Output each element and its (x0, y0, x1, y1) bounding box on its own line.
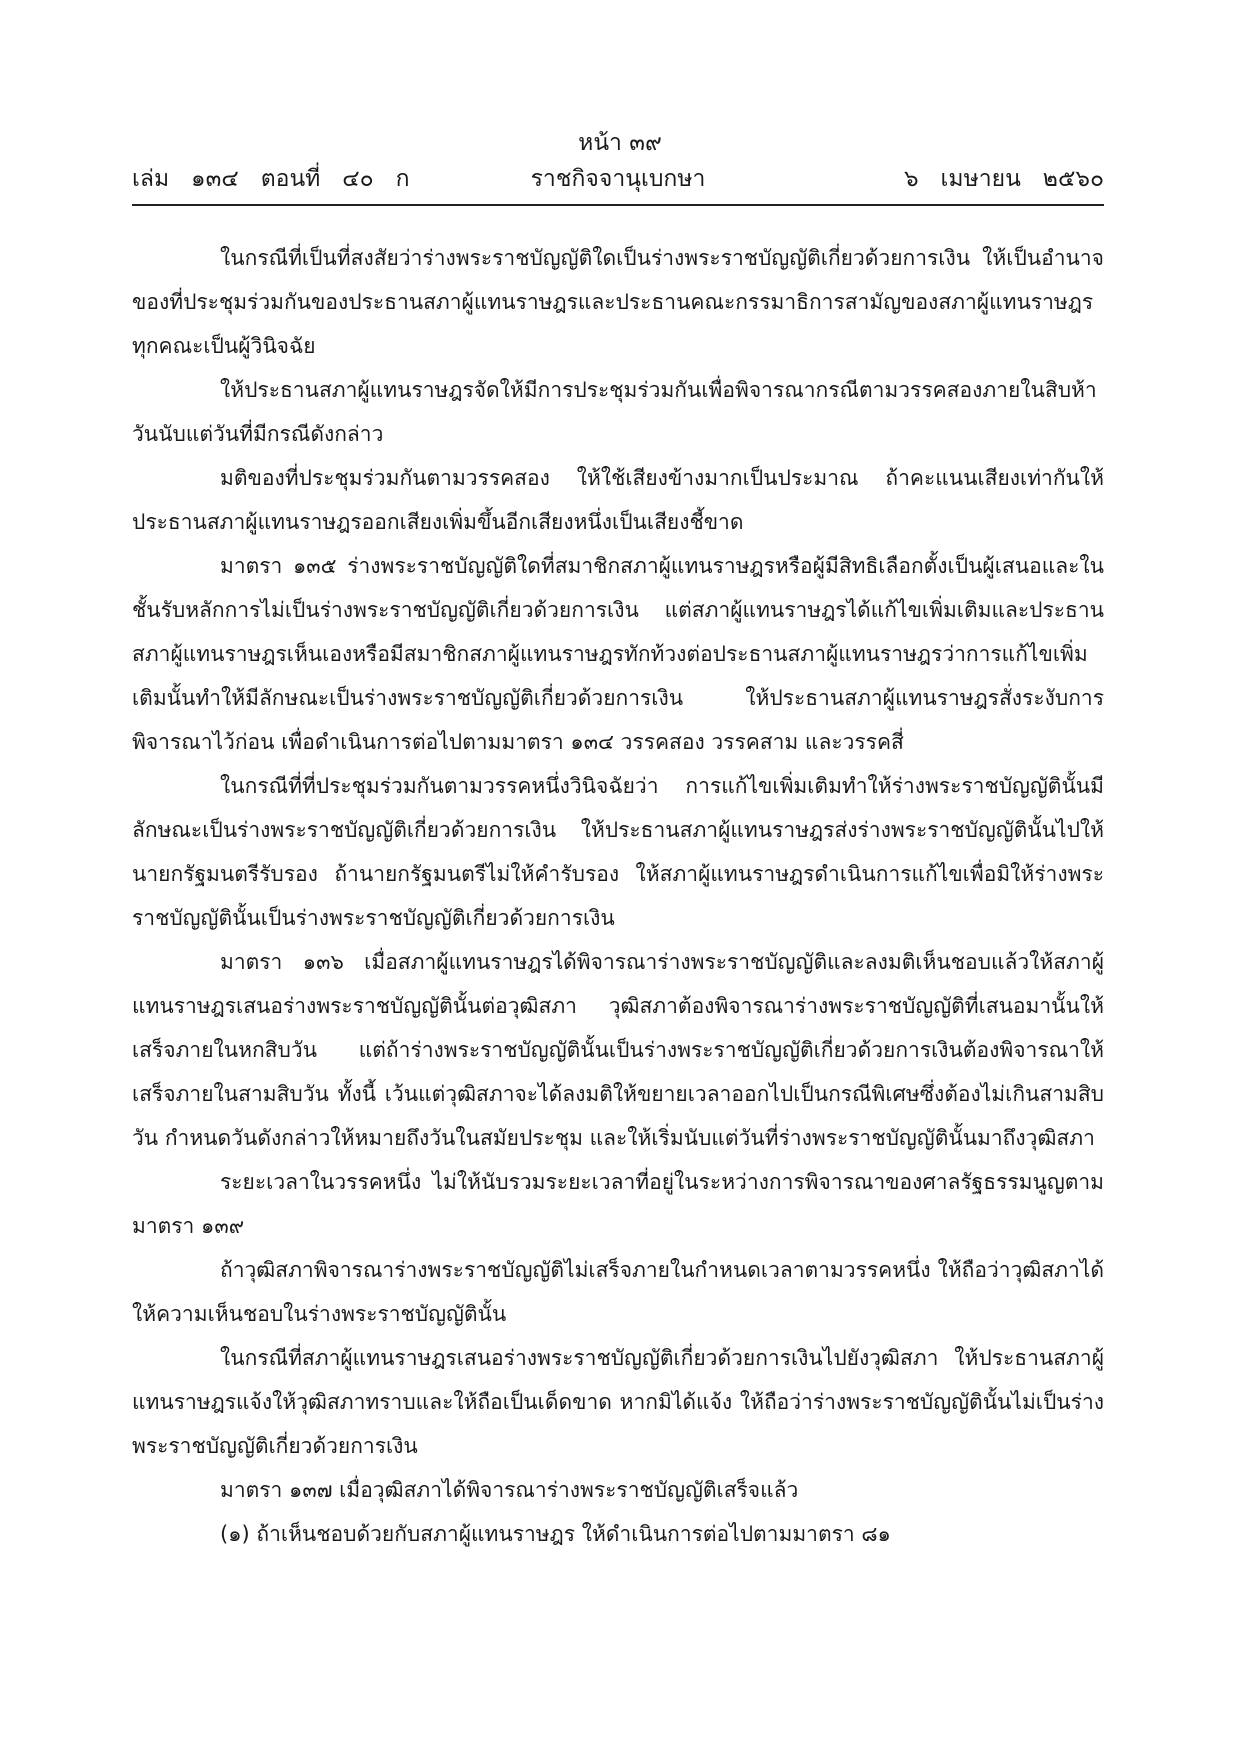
section-136: มาตรา ๑๓๖ เมื่อสภาผู้แทนราษฎรได้พิจารณาร่างพระราชบัญญัติและลงมติเห็นชอบแล้วให้สภาผู้แทนราษฎรเสนอร่างพระราชบัญญัตินั้นต่อวุฒิสภา วุฒิสภาต้องพิจารณาร่างพระราชบัญญัติที่เสนอมานั้นให้เสร็จภายในหกสิบวัน แต่ถ้าร่างพระราชบัญญัตินั้นเป็นร่างพระราชบัญญัติเกี่ยวด้วยการเงินต้องพิจารณาให้เสร็จภายในสามสิบวัน ทั้งนี้ เว้นแต่วุฒิสภาจะได้ลงมติให้ขยายเวลาออกไปเป็นกรณีพิเศษซึ่งต้องไม่เกินสามสิบวัน กำหนดวันดังกล่าวให้หมายถึงวันในสมัยประชุม และให้เริ่มนับแต่วันที่ร่างพระราชบัญญัตินั้นมาถึงวุฒิสภา (132, 950, 1104, 1150)
section-137-item-1: (๑) ถ้าเห็นชอบด้วยกับสภาผู้แทนราษฎร ให้ดำเนินการต่อไปตามมาตรา ๘๑ (220, 1522, 891, 1546)
paragraph: ให้ประธานสภาผู้แทนราษฎรจัดให้มีการประชุมร่วมกันเพื่อพิจารณากรณีตามวรรคสองภายในสิบห้าวันนับแต่วันที่มีกรณีดังกล่าว (132, 378, 1097, 446)
paragraph: ถ้าวุฒิสภาพิจารณาร่างพระราชบัญญัติไม่เสร็จภายในกำหนดเวลาตามวรรคหนึ่ง ให้ถือว่าวุฒิสภาได้ให้ความเห็นชอบในร่างพระราชบัญญัตินั้น (132, 1258, 1104, 1326)
header-divider (132, 204, 1104, 206)
paragraph: ระยะเวลาในวรรคหนึ่ง ไม่ให้นับรวมระยะเวลาที่อยู่ในระหว่างการพิจารณาของศาลรัฐธรรมนูญตามมาตรา ๑๓๙ (132, 1170, 1104, 1238)
paragraph: ในกรณีที่สภาผู้แทนราษฎรเสนอร่างพระราชบัญญัติเกี่ยวด้วยการเงินไปยังวุฒิสภา ให้ประธานสภาผู้แทนราษฎรแจ้งให้วุฒิสภาทราบและให้ถือเป็นเด็ดขาด หากมิได้แจ้ง ให้ถือว่าร่างพระราชบัญญัตินั้นไม่เป็นร่างพระราชบัญญัติเกี่ยวด้วยการเงิน (132, 1346, 1104, 1458)
paragraph: มติของที่ประชุมร่วมกันตามวรรคสอง ให้ใช้เสียงข้างมากเป็นประมาณ ถ้าคะแนนเสียงเท่ากันให้ประธานสภาผู้แทนราษฎรออกเสียงเพิ่มขึ้นอีกเสียงหนึ่งเป็นเสียงชี้ขาด (132, 466, 1104, 534)
page-number: หน้า ๓๙ (578, 130, 662, 156)
document-body (132, 236, 1104, 1556)
volume-issue: เล่ม ๑๓๔ ตอนที่ ๔๐ ก (132, 166, 410, 192)
section-137: มาตรา ๑๓๗ เมื่อวุฒิสภาได้พิจารณาร่างพระราชบัญญัติเสร็จแล้ว (220, 1478, 799, 1502)
section-135: มาตรา ๑๓๕ ร่างพระราชบัญญัติใดที่สมาชิกสภาผู้แทนราษฎรหรือผู้มีสิทธิเลือกตั้งเป็นผู้เสนอและในชั้นรับหลักการไม่เป็นร่างพระราชบัญญัติเกี่ยวด้วยการเงิน แต่สภาผู้แทนราษฎรได้แก้ไขเพิ่มเติมและประธานสภาผู้แทนราษฎรเห็นเองหรือมีสมาชิกสภาผู้แทนราษฎรทักท้วงต่อประธานสภาผู้แทนราษฎรว่าการแก้ไขเพิ่มเติมนั้นทำให้มีลักษณะเป็นร่างพระราชบัญญัติเกี่ยวด้วยการเงิน ให้ประธานสภาผู้แทนราษฎรสั่งระงับการพิจารณาไว้ก่อน เพื่อดำเนินการต่อไปตามมาตรา ๑๓๔ วรรคสอง วรรคสาม และวรรคสี่ (132, 554, 1104, 754)
gazette-header (132, 164, 1104, 196)
paragraph: ในกรณีที่เป็นที่สงสัยว่าร่างพระราชบัญญัติใดเป็นร่างพระราชบัญญัติเกี่ยวด้วยการเงิน ให้เป็นอำนาจของที่ประชุมร่วมกันของประธานสภาผู้แทนราษฎรและประธานคณะกรรมาธิการสามัญของสภาผู้แทนราษฎรทุกคณะเป็นผู้วินิจฉัย (132, 246, 1104, 358)
publication-date: ๖ เมษายน ๒๕๖๐ (904, 166, 1104, 192)
publication-name: ราชกิจจานุเบกษา (530, 166, 706, 192)
paragraph: ในกรณีที่ที่ประชุมร่วมกันตามวรรคหนึ่งวินิจฉัยว่า การแก้ไขเพิ่มเติมทำให้ร่างพระราชบัญญัตินั้นมีลักษณะเป็นร่างพระราชบัญญัติเกี่ยวด้วยการเงิน ให้ประธานสภาผู้แทนราษฎรส่งร่างพระราชบัญญัตินั้นไปให้นายกรัฐมนตรีรับรอง ถ้านายกรัฐมนตรีไม่ให้คำรับรอง ให้สภาผู้แทนราษฎรดำเนินการแก้ไขเพื่อมิให้ร่างพระราชบัญญัตินั้นเป็นร่างพระราชบัญญัติเกี่ยวด้วยการเงิน (132, 774, 1104, 930)
